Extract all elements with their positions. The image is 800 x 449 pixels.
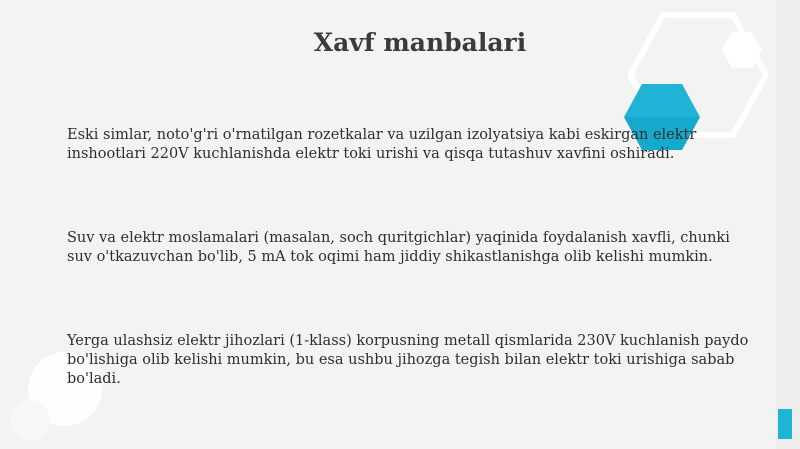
side-panel bbox=[776, 0, 800, 449]
paragraph-water-devices: Suv va elektr moslamalari (masalan, soch quritgichlar) yaqinida foydalanish xavfli, chunki suv o'tkazuvchan bo'lib, 5 mA tok oqimi ham jiddiy shikastlanishga olib kelishi mumkin. bbox=[67, 230, 730, 265]
paragraph-old-wiring: Eski simlar, noto'g'ri o'rnatilgan rozetkalar va uzilgan izolyatsiya kabi eskirgan elektr inshootlari 220V kuchlanishda elektr toki urishi va qisqa tutashuv xavfini oshiradi. bbox=[67, 127, 697, 162]
slide-title: Xavf manbalari bbox=[313, 28, 527, 57]
paragraph-ungrounded-devices: Yerga ulashsiz elektr jihozlari (1-klass) korpusning metall qismlarida 230V kuchlanish paydo bo'lishiga olib kelishi mumkin, bu esa ushbu jihozga tegish bilan elektr toki urishiga sabab bo'ladi. bbox=[67, 333, 749, 387]
accent-bar bbox=[778, 409, 792, 439]
decorative-circle-small bbox=[10, 400, 50, 440]
